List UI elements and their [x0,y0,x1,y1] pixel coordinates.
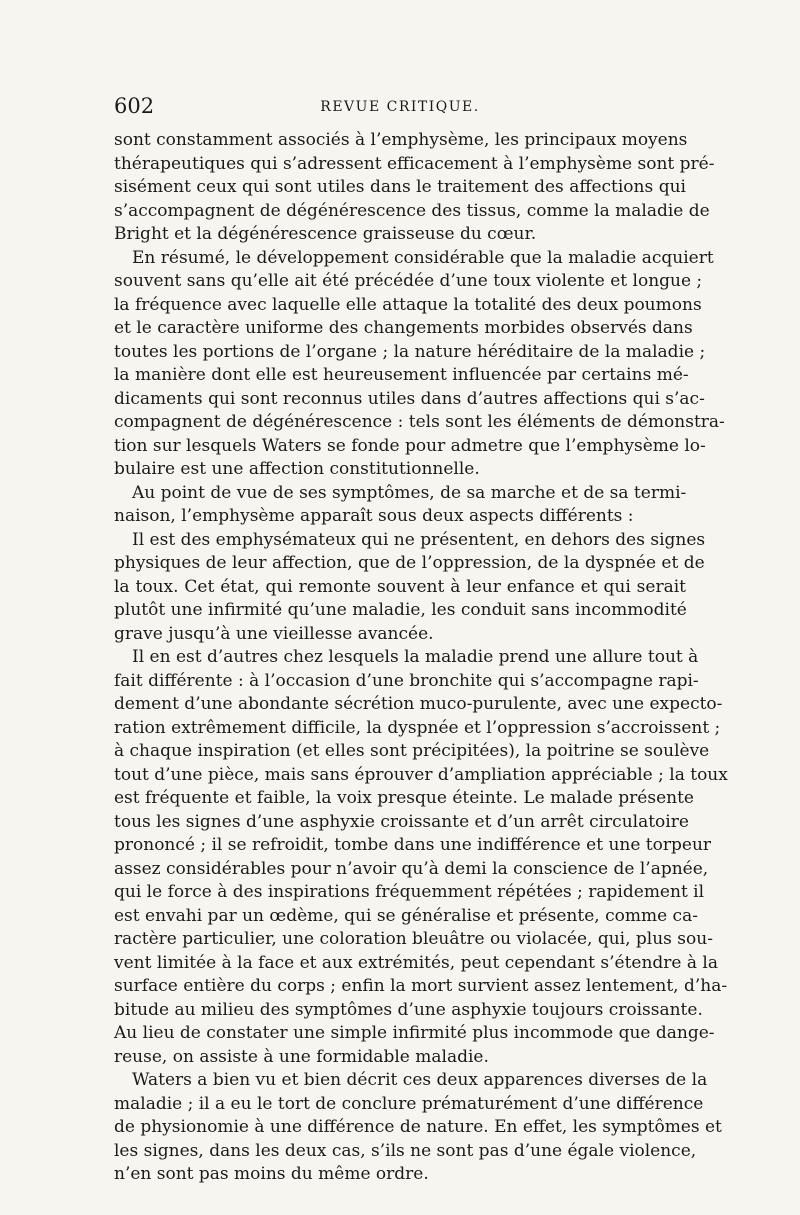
text-line: prononcé ; il se refroidit, tombe dans une indifférence et une torpeur [114,835,712,855]
text-line: Il en est d’autres chez lesquels la maladie prend une allure tout à [132,647,699,667]
text-line: thérapeutiques qui s’adressent efficacement à l’emphysème sont pré- [114,153,715,174]
text-line: vent limitée à la face et aux extrémités, peut cependant s’étendre à la [114,952,718,973]
text-line: sont constamment associés à l’emphysème, les principaux moyens [114,130,688,150]
text-line: dicaments qui sont reconnus utiles dans d’autres affections qui s’ac- [114,388,705,409]
text-line: tous les signes d’une asphyxie croissante et d’un arrêt circulatoire [114,811,689,832]
text-line: tion sur lesquels Waters se fonde pour admetre que l’emphysème lo- [114,435,706,456]
text-line: la toux. Cet état, qui remonte souvent à leur enfance et qui serait [114,576,686,597]
text-line: Bright et la dégénérescence graisseuse du cœur. [114,224,537,244]
text-line: n’en sont pas moins du même ordre. [114,1164,429,1184]
text-line: ractère particulier, une coloration bleuâtre ou violacée, qui, plus sou- [114,929,713,949]
text-line: plutôt une infirmité qu’une maladie, les conduit sans incommodité [114,600,687,620]
body-text [114,129,728,1187]
text-line: la fréquence avec laquelle elle attaque la totalité des deux poumons [114,294,702,315]
page-header [114,94,686,124]
text-line: bitude au milieu des symptômes d’une asphyxie toujours croissante. [114,999,703,1020]
text-line: assez considérables pour n’avoir qu’à demi la conscience de l’apnée, [114,858,709,879]
text-line: à chaque inspiration (et elles sont précipitées), la poitrine se soulève [114,741,710,761]
text-line: qui le force à des inspirations fréquemment répétées ; rapidement il [114,882,705,902]
text-line: souvent sans qu’elle ait été précédée d’une toux violente et longue ; [114,271,703,291]
text-line: En résumé, le développement considérable que la maladie acquiert [132,247,714,268]
text-line: les signes, dans les deux cas, s’ils ne sont pas d’une égale violence, [114,1140,697,1161]
text-line: compagnent de dégénérescence : tels sont les éléments de démonstra- [114,412,725,432]
text-line: est fréquente et faible, la voix presque éteinte. Le malade présente [114,788,694,808]
text-line: la manière dont elle est heureusement influencée par certains mé- [114,365,689,385]
text-line: naison, l’emphysème apparaît sous deux aspects différents : [114,506,634,526]
text-line: surface entière du corps ; enfin la mort survient assez lentement, d’ha- [114,976,728,996]
page-number: 602 [114,94,155,118]
text-line: grave jusqu’à une vieillesse avancée. [114,623,434,644]
text-line: fait différente : à l’occasion d’une bronchite qui s’accompagne rapi- [114,670,699,691]
text-line: sisément ceux qui sont utiles dans le traitement des affections qui [114,177,686,197]
text-line: s’accompagnent de dégénérescence des tissus, comme la maladie de [114,200,710,221]
text-line: Il est des emphysémateux qui ne présentent, en dehors des signes [132,529,706,550]
text-line: tout d’une pièce, mais sans éprouver d’ampliation appréciable ; la toux [114,764,728,785]
text-line: est envahi par un œdème, qui se généralise et présente, comme ca- [114,905,698,926]
text-line: maladie ; il a eu le tort de conclure prématurément d’une différence [114,1093,704,1114]
text-line: toutes les portions de l’organe ; la nature héréditaire de la maladie ; [114,341,706,362]
text-line: de physionomie à une différence de nature. En effet, les symptômes et [114,1117,722,1137]
text-line: bulaire est une affection constitutionnelle. [114,459,480,479]
text-line: Au point de vue de ses symptômes, de sa marche et de sa termi- [132,482,687,503]
text-line: ration extrêmement difficile, la dyspnée et l’oppression s’accroissent ; [114,717,721,738]
text-line: dement d’une abondante sécrétion muco-purulente, avec une expecto- [114,694,723,714]
text-line: physiques de leur affection, que de l’oppression, de la dyspnée et de [114,553,705,573]
running-head: REVUE CRITIQUE. [320,99,480,115]
text-line: reuse, on assiste à une formidable maladie. [114,1046,489,1067]
text-line: Au lieu de constater une simple infirmité plus incommode que dange- [114,1023,715,1043]
text-line: et le caractère uniforme des changements morbides observés dans [114,318,693,338]
text-line: Waters a bien vu et bien décrit ces deux apparences diverses de la [132,1070,708,1090]
